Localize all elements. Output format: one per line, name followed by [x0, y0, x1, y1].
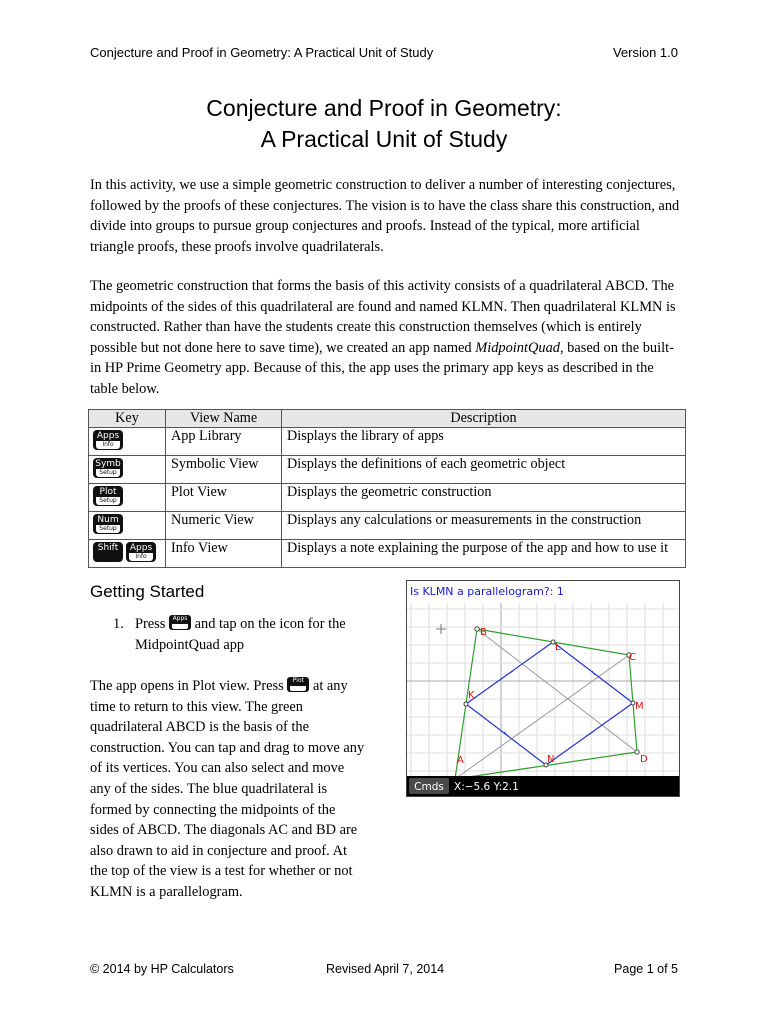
- table-row: [89, 428, 686, 456]
- app-name-italic: MidpointQuad: [475, 339, 560, 356]
- description-cell: Displays the geometric construction: [282, 484, 686, 512]
- plot-view-paragraph: [90, 676, 365, 903]
- intro-paragraph: In this activity, we use a simple geometric construction to deliver a number of interesting conjectures, followed by the proofs of these conjectures. The vision is to have the class share this construction, and divide into groups to pursue group conjectures and proofs. Instead of the typical, more artificial triangle proofs, these proofs involve quadrilaterals.: [90, 177, 680, 255]
- title-line-1: Conjecture and Proof in Geometry:: [206, 95, 562, 121]
- description-cell: Displays the library of apps: [282, 428, 686, 456]
- key-glyph: Plot: [99, 487, 117, 497]
- key-sublabel: Info: [129, 553, 153, 561]
- label-k: K: [468, 690, 475, 701]
- key-glyph: Num: [97, 515, 119, 525]
- label-n: N: [547, 754, 555, 765]
- table-row: [89, 512, 686, 540]
- construction-paragraph: [90, 276, 680, 400]
- calculator-key-icon: [93, 542, 123, 562]
- label-b: B: [480, 627, 487, 638]
- description-cell: Displays the definitions of each geometric object: [282, 456, 686, 484]
- calculator-key-icon: [93, 514, 123, 534]
- calculator-key-icon: [93, 458, 123, 478]
- construction-text-before: The geometric construction that forms the basis of this activity consists of a quadrilateral ABCD. The midpoints of the sides of this quadrilateral are found and named KLMN. Then quadrilateral KLMN is constructed. Rather than have the students create this construction themselves (which is entirely possible but not done here to save time), we created an app named: [90, 278, 676, 356]
- key-glyph: Symb: [95, 459, 121, 469]
- calculator-screenshot: [406, 580, 680, 797]
- running-header-title: Conjecture and Proof in Geometry: A Practical Unit of Study: [90, 45, 434, 60]
- step-text-after: and tap on the icon for the MidpointQuad app: [135, 616, 346, 653]
- label-a: A: [457, 755, 464, 766]
- version-label: Version 1.0: [612, 45, 678, 60]
- header-key: Key: [89, 410, 166, 428]
- view-name-cell: Info View: [166, 540, 282, 568]
- key-cell: [89, 456, 166, 484]
- page-title: [0, 93, 768, 155]
- key-cell: [89, 540, 166, 568]
- footer-revised-date: Revised April 7, 2014: [326, 962, 445, 976]
- construction-text-after: , based on the built-in HP Prime Geometry app. Because of this, the app uses the primary app keys as described in the table below.: [90, 339, 674, 397]
- view-name-cell: Plot View: [166, 484, 282, 512]
- label-m: M: [635, 701, 644, 712]
- key-sublabel: Info: [96, 441, 120, 449]
- key-sublabel: Setup: [96, 469, 120, 477]
- midpoint-k-point: [464, 702, 468, 706]
- header-view-name: View Name: [166, 410, 282, 428]
- vertex-b-point[interactable]: [475, 627, 479, 631]
- key-sublabel: Setup: [96, 497, 120, 505]
- description-cell: Displays a note explaining the purpose of the app and how to use it: [282, 540, 686, 568]
- cursor-coordinates: X:−5.6 Y:2.1: [454, 781, 519, 793]
- title-line-2: A Practical Unit of Study: [260, 126, 508, 152]
- apps-key-icon: [169, 615, 191, 630]
- view-name-cell: Symbolic View: [166, 456, 282, 484]
- footer-page-number: Page 1 of 5: [614, 962, 678, 976]
- getting-started-heading: Getting Started: [90, 582, 205, 601]
- vertex-d-point[interactable]: [635, 750, 639, 754]
- key-sublabel: Setup: [96, 525, 120, 533]
- cmds-button-label: Cmds: [414, 781, 444, 793]
- plot-key-glyph: Plot: [292, 677, 304, 684]
- calculator-key-icon: [126, 542, 156, 562]
- label-d: D: [640, 754, 648, 765]
- table-row: [89, 456, 686, 484]
- table-row: [89, 484, 686, 512]
- header-description: Description: [282, 410, 686, 428]
- key-glyph: Apps: [129, 543, 153, 553]
- plot-para-before: The app opens in Plot view. Press: [90, 678, 284, 694]
- label-c: C: [629, 652, 636, 663]
- table-header-row: [89, 410, 686, 428]
- plot-key-icon: [287, 677, 309, 692]
- description-cell: Displays any calculations or measurements in the construction: [282, 512, 686, 540]
- step-text: [135, 614, 383, 655]
- plot-para-after: at any time to return to this view. The green quadrilateral ABCD is the basis of the construction. You can tap and drag to move any of its vertices. You can also select and move any of the sides. The blue quadrilateral is formed by connecting the midpoints of the sides of ABCD. The diagonals AC and BD are also drawn to aid in conjecture and proof. At the top of the view is a test for whether or not KLMN is a parallelogram.: [90, 678, 365, 900]
- app-keys-table: [88, 409, 686, 568]
- label-l: L: [555, 642, 561, 653]
- key-cell: [89, 484, 166, 512]
- calculator-key-icon: [93, 486, 123, 506]
- key-cell: [89, 512, 166, 540]
- key-glyph: Apps: [96, 431, 120, 441]
- view-name-cell: Numeric View: [166, 512, 282, 540]
- apps-key-glyph: Apps: [172, 615, 188, 622]
- screen-background: [407, 581, 679, 796]
- step-text-before: Press: [135, 616, 166, 632]
- view-name-cell: App Library: [166, 428, 282, 456]
- step-number: 1.: [113, 616, 124, 632]
- calculator-key-icon: [93, 430, 123, 450]
- parallelogram-test-status: Is KLMN a parallelogram?: 1: [410, 585, 564, 598]
- key-cell: [89, 428, 166, 456]
- plot-view-svg: [407, 581, 679, 796]
- footer-copyright: © 2014 by HP Calculators: [90, 962, 234, 976]
- table-row: [89, 540, 686, 568]
- key-glyph: Shift: [97, 543, 119, 553]
